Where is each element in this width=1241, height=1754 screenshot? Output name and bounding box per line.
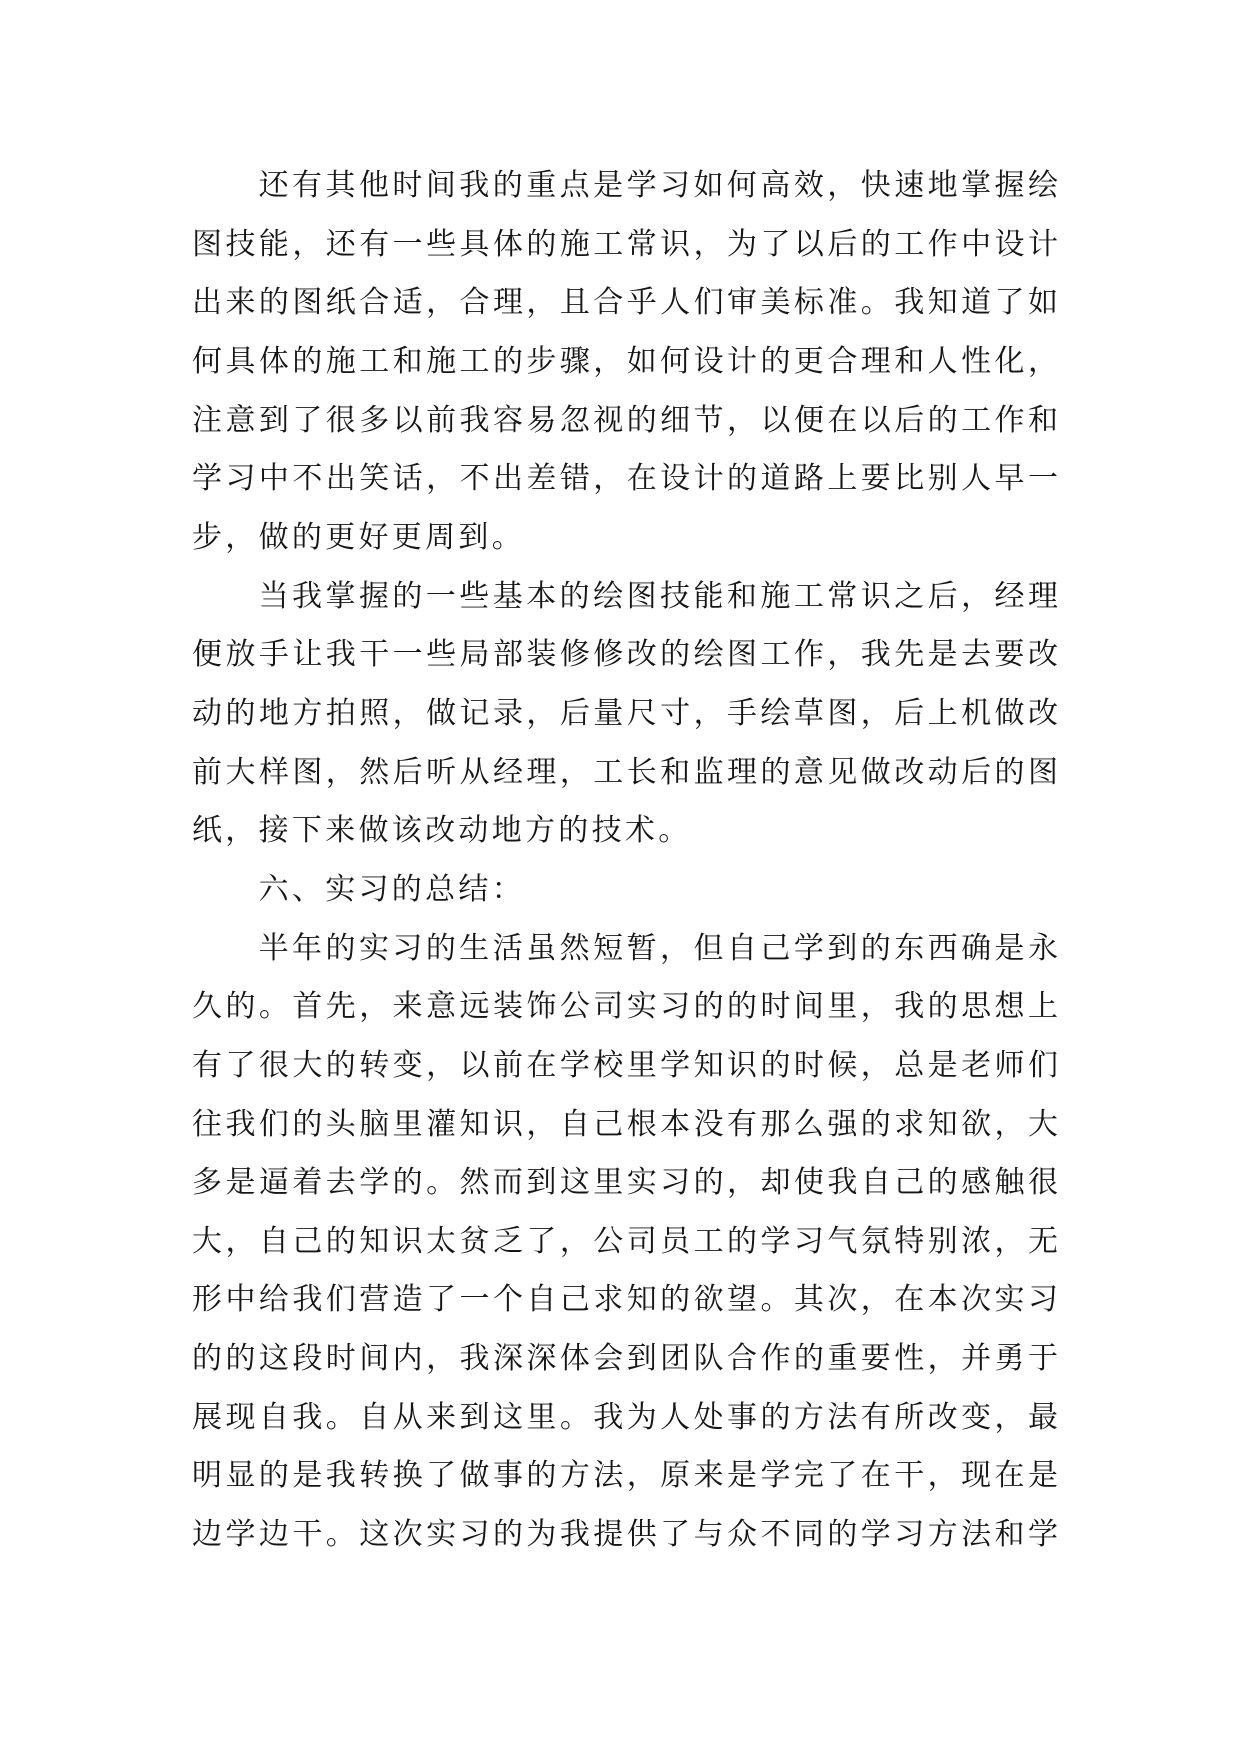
text-line: 前大样图，然后听从经理，工长和监理的意见做改动后的图: [192, 754, 1058, 790]
text-line: 往我们的头脑里灌知识，自己根本没有那么强的求知欲，大: [192, 1106, 1058, 1142]
section-heading: [192, 861, 1058, 920]
text-line: 出来的图纸合适，合理，且合乎人们审美标准。我知道了如: [192, 285, 1058, 321]
text-line: 的的这段时间内，我深深体会到团队合作的重要性，并勇于: [192, 1341, 1058, 1377]
text-line: 展现自我。自从来到这里。我为人处事的方法有所改变，最: [192, 1399, 1058, 1435]
text-line: 多是逼着去学的。然而到这里实习的，却使我自己的感触很: [192, 1165, 1058, 1201]
text-line: 动的地方拍照，做记录，后量尺寸，手绘草图，后上机做改: [192, 695, 1058, 731]
text-line: 形中给我们营造了一个自己求知的欲望。其次，在本次实习: [192, 1282, 1058, 1318]
text-line: 大，自己的知识太贫乏了，公司员工的学习气氛特别浓，无: [192, 1223, 1058, 1259]
text-line: 学习中不出笑话，不出差错，在设计的道路上要比别人早一: [192, 461, 1058, 497]
text-line: 边学边干。这次实习的为我提供了与众不同的学习方法和学: [192, 1517, 1058, 1553]
text-line: 纸，接下来做该改动地方的技术。: [192, 813, 692, 849]
text-line: 图技能，还有一些具体的施工常识，为了以后的工作中设计: [192, 226, 1058, 262]
text-line: 注意到了很多以前我容易忽视的细节，以便在以后的工作和: [192, 402, 1058, 438]
text-line: 明显的是我转换了做事的方法，原来是学完了在干，现在是: [192, 1458, 1058, 1494]
paragraph: [192, 920, 1058, 1565]
text-line: 便放手让我干一些局部装修修改的绘图工作，我先是去要改: [192, 637, 1058, 673]
text-line: 久的。首先，来意远装饰公司实习的的时间里，我的思想上: [192, 989, 1058, 1025]
text-line: 有了很大的转变，以前在学校里学知识的时候，总是老师们: [192, 1047, 1058, 1083]
text-line: 步，做的更好更周到。: [192, 519, 525, 555]
text-line: 还有其他时间我的重点是学习如何高效，快速地掌握绘: [258, 168, 1058, 203]
paragraph: [192, 568, 1058, 861]
text-line: 半年的实习的生活虽然短暂，但自己学到的东西确是永: [258, 930, 1058, 966]
text-line: 当我掌握的一些基本的绘图技能和施工常识之后，经理: [258, 578, 1058, 614]
text-line: 何具体的施工和施工的步骤，如何设计的更合理和人性化，: [192, 343, 1058, 379]
document-body: [192, 157, 1058, 1565]
section-heading-text: 六、实习的总结：: [258, 871, 525, 907]
paragraph: [192, 157, 1058, 568]
